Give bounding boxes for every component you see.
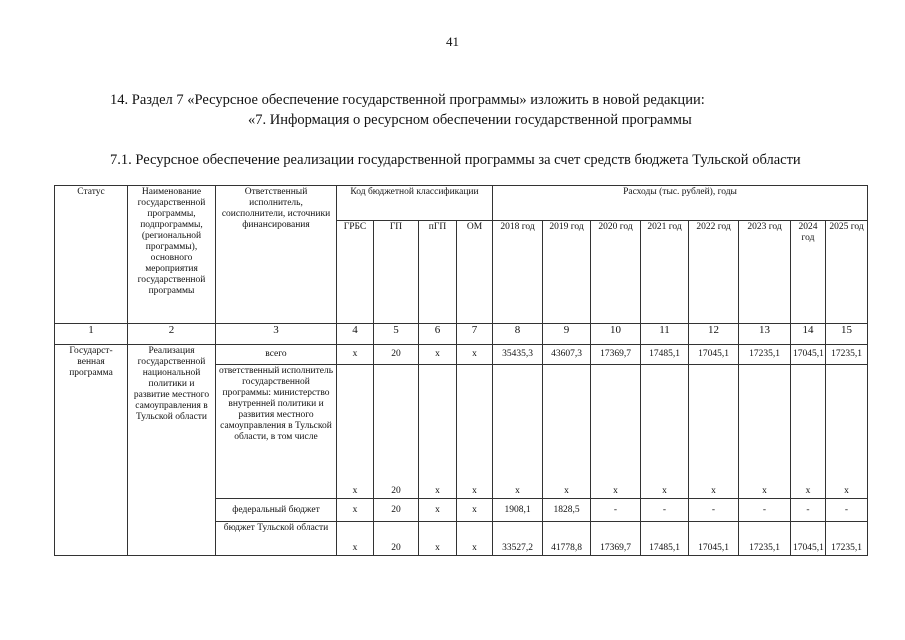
column-number: 1	[55, 324, 128, 345]
section-title: «7. Информация о ресурсном обеспечении государственной программы	[248, 112, 692, 128]
value-cell: 17235,1	[739, 522, 791, 556]
value-cell: х	[739, 365, 791, 499]
code-cell: х	[457, 345, 493, 365]
header-year: 2025 год	[826, 221, 868, 324]
value-cell: 1908,1	[493, 499, 543, 522]
row-label: всего	[216, 345, 337, 365]
value-cell: 17235,1	[826, 522, 868, 556]
value-cell: х	[543, 365, 591, 499]
column-number: 7	[457, 324, 493, 345]
value-cell: 41778,8	[543, 522, 591, 556]
column-number: 12	[689, 324, 739, 345]
header-expenses: Расходы (тыс. рублей), годы	[493, 186, 868, 221]
column-number: 8	[493, 324, 543, 345]
code-cell: 20	[374, 345, 419, 365]
value-cell: х	[591, 365, 641, 499]
header-year: 2021 год	[641, 221, 689, 324]
value-cell: 17045,1	[791, 345, 826, 365]
value-cell: 17045,1	[791, 522, 826, 556]
amendment-paragraph: 14. Раздел 7 «Ресурсное обеспечение государственной программы» изложить в новой редакции:	[110, 92, 705, 108]
code-cell: х	[457, 522, 493, 556]
header-year: 2023 год	[739, 221, 791, 324]
code-cell: х	[419, 365, 457, 499]
header-year: 2022 год	[689, 221, 739, 324]
value-cell: 1828,5	[543, 499, 591, 522]
code-cell: 20	[374, 499, 419, 522]
column-number: 6	[419, 324, 457, 345]
code-cell: х	[457, 365, 493, 499]
value-cell: х	[641, 365, 689, 499]
value-cell: 17485,1	[641, 345, 689, 365]
row-label: ответственный исполнитель государственной программы: министерство внутренней политики и развития местного самоуправления в Тульской области, в том числе	[216, 365, 337, 499]
header-om: ОМ	[457, 221, 493, 324]
header-name: Наименование государственной программы, подпрограммы, (региональной программы), основного мероприятия государственной программы	[128, 186, 216, 324]
table-row	[55, 345, 868, 365]
header-year: 2024 год	[791, 221, 826, 324]
value-cell: 17369,7	[591, 522, 641, 556]
value-cell: -	[641, 499, 689, 522]
page-number: 41	[446, 34, 459, 49]
value-cell: х	[791, 365, 826, 499]
value-cell: -	[739, 499, 791, 522]
column-number: 9	[543, 324, 591, 345]
row-label: бюджет Тульской области	[216, 522, 337, 556]
column-number: 14	[791, 324, 826, 345]
value-cell: х	[689, 365, 739, 499]
value-cell: 17235,1	[826, 345, 868, 365]
value-cell: 35435,3	[493, 345, 543, 365]
column-number: 4	[337, 324, 374, 345]
code-cell: 20	[374, 365, 419, 499]
value-cell: 33527,2	[493, 522, 543, 556]
code-cell: х	[419, 522, 457, 556]
column-number-row	[55, 324, 868, 345]
value-cell: 17045,1	[689, 522, 739, 556]
value-cell: х	[826, 365, 868, 499]
code-cell: х	[337, 499, 374, 522]
value-cell: 43607,3	[543, 345, 591, 365]
subsection-title: 7.1. Ресурсное обеспечение реализации государственной программы за счет средств бюджета Тульской области	[110, 152, 801, 168]
header-row	[55, 186, 868, 221]
header-pgp: пГП	[419, 221, 457, 324]
header-year: 2018 год	[493, 221, 543, 324]
column-number: 13	[739, 324, 791, 345]
header-budget-code: Код бюджетной классификации	[337, 186, 493, 221]
column-number: 10	[591, 324, 641, 345]
value-cell: х	[493, 365, 543, 499]
value-cell: 17485,1	[641, 522, 689, 556]
value-cell: 17369,7	[591, 345, 641, 365]
value-cell: 17045,1	[689, 345, 739, 365]
column-number: 5	[374, 324, 419, 345]
code-cell: х	[337, 522, 374, 556]
header-grbs: ГРБС	[337, 221, 374, 324]
value-cell: -	[791, 499, 826, 522]
header-gp: ГП	[374, 221, 419, 324]
program-name-cell: Реализация государственной национальной политики и развитие местного самоуправления в Тульской области	[128, 345, 216, 556]
column-number: 2	[128, 324, 216, 345]
value-cell: -	[826, 499, 868, 522]
code-cell: х	[337, 365, 374, 499]
column-number: 15	[826, 324, 868, 345]
code-cell: х	[419, 345, 457, 365]
code-cell: х	[457, 499, 493, 522]
header-responsible: Ответственный исполнитель, соисполнители, источники финансирования	[216, 186, 337, 324]
resource-table	[54, 185, 868, 556]
value-cell: -	[689, 499, 739, 522]
code-cell: х	[337, 345, 374, 365]
value-cell: 17235,1	[739, 345, 791, 365]
status-cell: Государст-венная программа	[55, 345, 128, 556]
header-year: 2020 год	[591, 221, 641, 324]
row-label: федеральный бюджет	[216, 499, 337, 522]
header-status: Статус	[55, 186, 128, 324]
column-number: 11	[641, 324, 689, 345]
code-cell: 20	[374, 522, 419, 556]
code-cell: х	[419, 499, 457, 522]
value-cell: -	[591, 499, 641, 522]
column-number: 3	[216, 324, 337, 345]
header-year: 2019 год	[543, 221, 591, 324]
